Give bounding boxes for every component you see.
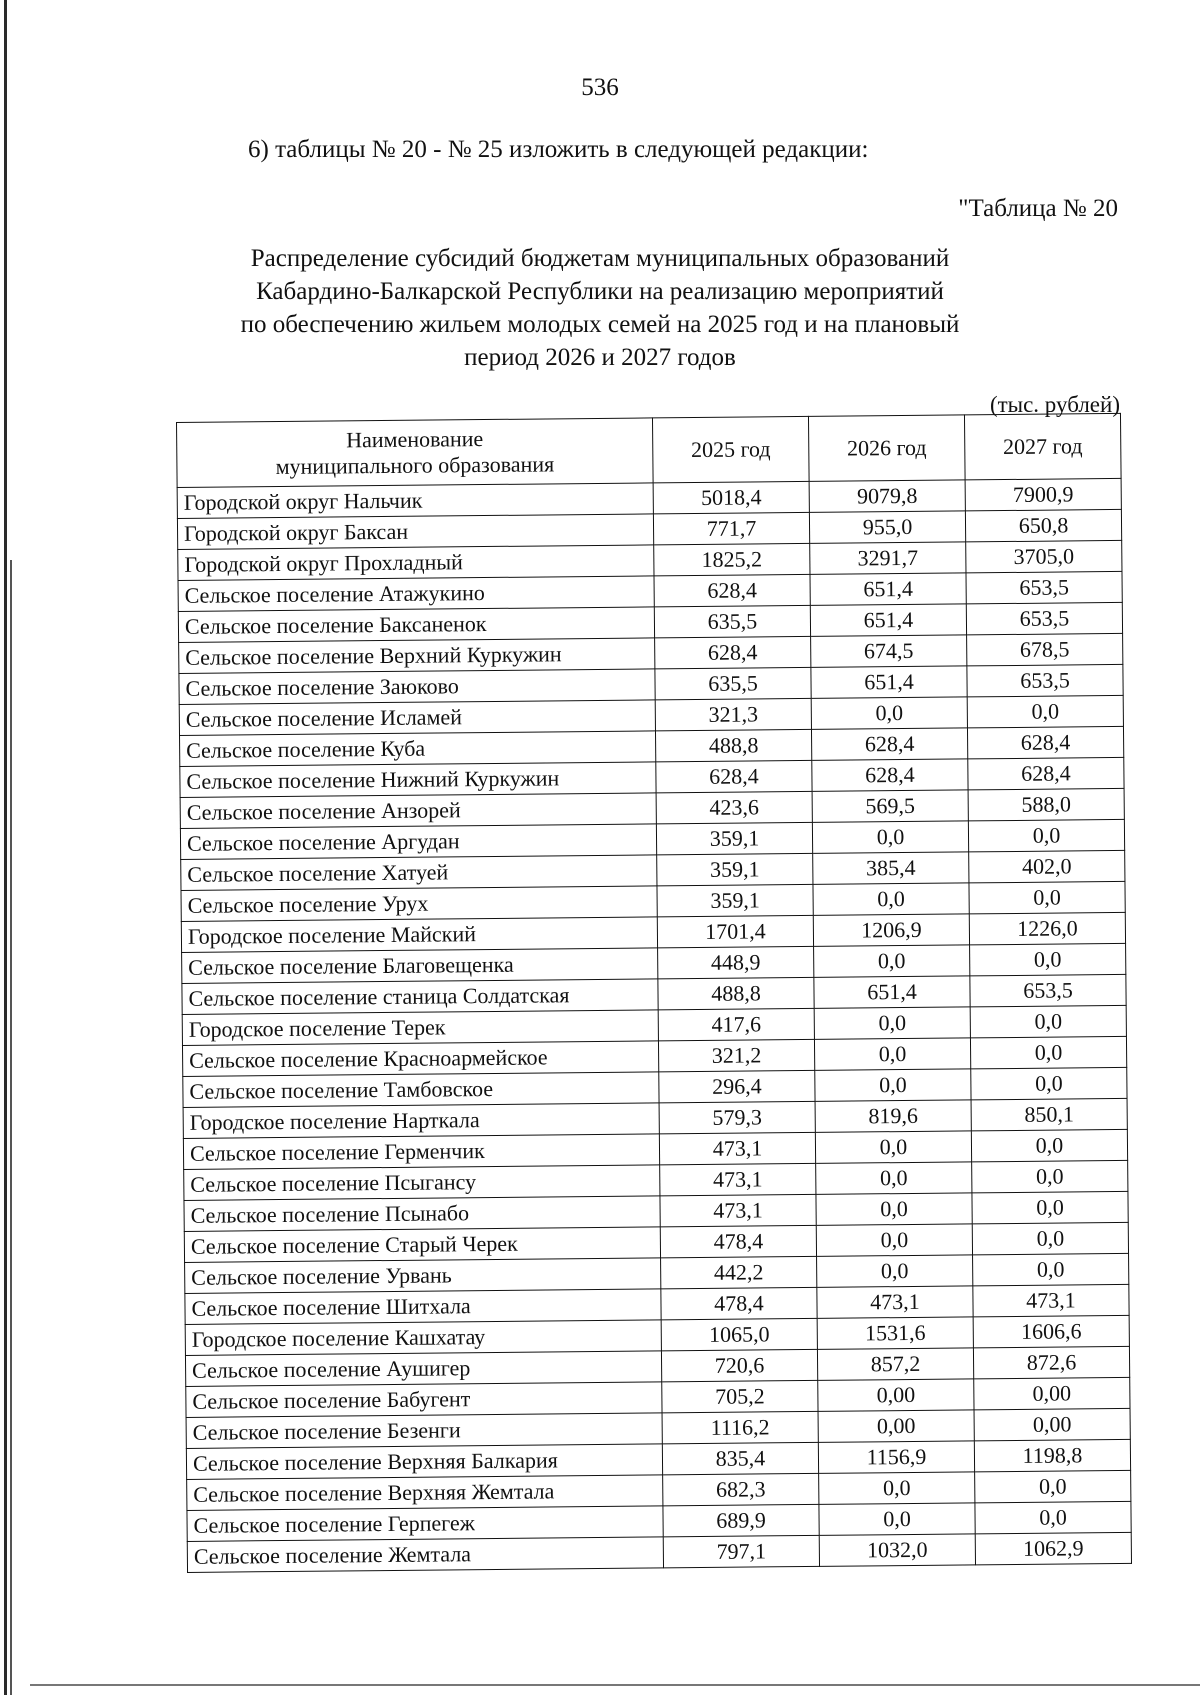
cell-name: Сельское поселение Верхняя Балкария xyxy=(186,1444,662,1480)
cell-2027: 0,0 xyxy=(973,1253,1129,1285)
cell-2027: 588,0 xyxy=(968,788,1124,820)
cell-2026: 857,2 xyxy=(817,1348,973,1380)
table-header-row xyxy=(177,413,1122,487)
cell-2026: 0,00 xyxy=(818,1410,974,1442)
cell-2026: 1531,6 xyxy=(817,1317,973,1349)
cell-2026: 1032,0 xyxy=(819,1534,975,1566)
cell-name: Сельское поселение Куба xyxy=(180,731,656,767)
cell-name: Сельское поселение Старый Черек xyxy=(184,1227,660,1263)
cell-2026: 651,4 xyxy=(811,666,967,698)
cell-2025: 5018,4 xyxy=(653,481,809,513)
cell-name: Сельское поселение Псынабо xyxy=(184,1196,660,1232)
cell-name: Городской округ Баксан xyxy=(177,514,653,550)
cell-2027: 0,00 xyxy=(974,1377,1130,1409)
cell-2025: 835,4 xyxy=(662,1442,818,1474)
cell-2027: 653,5 xyxy=(967,664,1123,696)
cell-name: Сельское поселение Баксаненок xyxy=(178,607,654,643)
cell-2025: 448,9 xyxy=(658,946,814,978)
table-body xyxy=(177,478,1131,1572)
intro-text: 6) таблицы № 20 - № 25 изложить в следующей редакции: xyxy=(248,136,869,163)
document-title xyxy=(150,242,1050,374)
table-label: "Таблица № 20 xyxy=(958,195,1118,222)
cell-2027: 7900,9 xyxy=(965,478,1121,510)
cell-2025: 1116,2 xyxy=(662,1411,818,1443)
cell-2026: 473,1 xyxy=(817,1286,973,1318)
cell-2025: 478,4 xyxy=(660,1225,816,1257)
title-line: по обеспечению жильем молодых семей на 2025 год и на плановый xyxy=(240,311,960,338)
cell-2026: 0,0 xyxy=(815,1069,971,1101)
cell-2025: 359,1 xyxy=(657,853,813,885)
cell-name: Сельское поселение Верхняя Жемтала xyxy=(187,1475,663,1511)
cell-2026: 0,0 xyxy=(816,1224,972,1256)
cell-2025: 442,2 xyxy=(661,1256,817,1288)
title-line: Кабардино-Балкарской Республики на реализацию мероприятий xyxy=(256,278,944,305)
cell-2027: 0,0 xyxy=(972,1191,1128,1223)
cell-name: Сельское поселение Герменчик xyxy=(183,1134,659,1170)
cell-2027: 0,0 xyxy=(972,1160,1128,1192)
cell-name: Сельское поселение Шитхала xyxy=(185,1289,661,1325)
cell-2026: 955,0 xyxy=(809,511,965,543)
cell-2025: 321,3 xyxy=(655,698,811,730)
subsidy-table xyxy=(176,413,1132,1573)
cell-2025: 473,1 xyxy=(660,1163,816,1195)
cell-name: Сельское поселение Псыгансу xyxy=(184,1165,660,1201)
cell-2027: 1062,9 xyxy=(975,1532,1131,1564)
cell-2026: 0,0 xyxy=(819,1503,975,1535)
cell-name: Сельское поселение Аргудан xyxy=(180,824,656,860)
cell-name: Сельское поселение Верхний Куркужин xyxy=(179,638,655,674)
cell-2025: 478,4 xyxy=(661,1287,817,1319)
cell-2027: 650,8 xyxy=(965,509,1121,541)
cell-2026: 0,0 xyxy=(814,1038,970,1070)
cell-2025: 635,5 xyxy=(655,667,811,699)
cell-name: Сельское поселение Урвань xyxy=(185,1258,661,1294)
cell-name: Городской округ Прохладный xyxy=(178,545,654,581)
cell-name: Сельское поселение Нижний Куркужин xyxy=(180,762,656,798)
cell-2026: 0,0 xyxy=(816,1193,972,1225)
cell-2025: 488,8 xyxy=(655,729,811,761)
cell-2027: 402,0 xyxy=(969,850,1125,882)
cell-2025: 321,2 xyxy=(658,1039,814,1071)
cell-2026: 651,4 xyxy=(810,573,966,605)
cell-name: Городское поселение Кашхатау xyxy=(185,1320,661,1356)
cell-2026: 0,0 xyxy=(812,821,968,853)
cell-2027: 850,1 xyxy=(971,1098,1127,1130)
header-name-line2: муниципального образования xyxy=(275,451,555,480)
cell-2026: 628,4 xyxy=(811,728,967,760)
cell-2026: 0,0 xyxy=(817,1255,973,1287)
cell-name: Сельское поселение Красноармейское xyxy=(182,1041,658,1077)
cell-2027: 872,6 xyxy=(973,1346,1129,1378)
cell-2027: 0,0 xyxy=(971,1129,1127,1161)
cell-2026: 651,4 xyxy=(810,604,966,636)
cell-name: Городское поселение Майский xyxy=(181,917,657,953)
cell-2026: 628,4 xyxy=(812,759,968,791)
cell-2026: 1206,9 xyxy=(813,914,969,946)
cell-2027: 678,5 xyxy=(967,633,1123,665)
cell-name: Сельское поселение Исламей xyxy=(179,700,655,736)
cell-2027: 0,0 xyxy=(967,695,1123,727)
page-number: 536 xyxy=(581,74,619,101)
header-2026: 2026 год xyxy=(808,415,965,481)
cell-2025: 488,8 xyxy=(658,977,814,1009)
cell-2026: 569,5 xyxy=(812,790,968,822)
cell-2026: 0,0 xyxy=(813,883,969,915)
cell-2027: 1226,0 xyxy=(969,912,1125,944)
cell-2025: 628,4 xyxy=(655,636,811,668)
cell-2026: 0,0 xyxy=(814,945,970,977)
cell-2027: 0,00 xyxy=(974,1408,1130,1440)
cell-2026: 0,0 xyxy=(811,697,967,729)
cell-2026: 0,0 xyxy=(815,1131,971,1163)
cell-2026: 0,0 xyxy=(814,1007,970,1039)
cell-2026: 385,4 xyxy=(813,852,969,884)
cell-2027: 473,1 xyxy=(973,1284,1129,1316)
cell-2025: 423,6 xyxy=(656,791,812,823)
cell-2025: 628,4 xyxy=(656,760,812,792)
scan-edge-left-inner xyxy=(10,560,12,1695)
cell-name: Сельское поселение Урух xyxy=(181,886,657,922)
cell-name: Сельское поселение Жемтала xyxy=(187,1537,663,1573)
cell-name: Сельское поселение Благовещенка xyxy=(182,948,658,984)
cell-2025: 635,5 xyxy=(654,605,810,637)
cell-2027: 628,4 xyxy=(968,757,1124,789)
title-line: Распределение субсидий бюджетам муниципальных образований xyxy=(250,245,950,272)
cell-2025: 705,2 xyxy=(662,1380,818,1412)
cell-name: Сельское поселение станица Солдатская xyxy=(182,979,658,1015)
cell-2027: 0,0 xyxy=(971,1067,1127,1099)
cell-2026: 0,0 xyxy=(819,1472,975,1504)
cell-2027: 0,0 xyxy=(969,881,1125,913)
cell-2027: 653,5 xyxy=(966,602,1122,634)
cell-2025: 359,1 xyxy=(657,884,813,916)
cell-2025: 628,4 xyxy=(654,574,810,606)
cell-2027: 653,5 xyxy=(970,974,1126,1006)
cell-2027: 0,0 xyxy=(968,819,1124,851)
cell-2027: 653,5 xyxy=(966,571,1122,603)
cell-name: Сельское поселение Анзорей xyxy=(180,793,656,829)
cell-name: Городской округ Нальчик xyxy=(177,483,653,519)
cell-name: Сельское поселение Хатуей xyxy=(181,855,657,891)
cell-2025: 720,6 xyxy=(661,1349,817,1381)
cell-name: Сельское поселение Бабугент xyxy=(186,1382,662,1418)
cell-2025: 689,9 xyxy=(663,1504,819,1536)
cell-2025: 797,1 xyxy=(663,1535,819,1567)
cell-2027: 3705,0 xyxy=(966,540,1122,572)
header-2025: 2025 год xyxy=(652,416,809,482)
cell-2026: 0,00 xyxy=(818,1379,974,1411)
cell-2025: 296,4 xyxy=(659,1070,815,1102)
cell-2026: 3291,7 xyxy=(810,542,966,574)
cell-2025: 473,1 xyxy=(660,1194,816,1226)
cell-name: Сельское поселение Безенги xyxy=(186,1413,662,1449)
cell-2026: 651,4 xyxy=(814,976,970,1008)
cell-2026: 819,6 xyxy=(815,1100,971,1132)
cell-name: Сельское поселение Тамбовское xyxy=(183,1072,659,1108)
cell-2025: 1701,4 xyxy=(657,915,813,947)
cell-name: Городское поселение Терек xyxy=(182,1010,658,1046)
cell-name: Сельское поселение Атажукино xyxy=(178,576,654,612)
title-line: период 2026 и 2027 годов xyxy=(464,344,736,371)
scan-edge-left xyxy=(4,0,7,1695)
cell-name: Городское поселение Нарткала xyxy=(183,1103,659,1139)
cell-2026: 0,0 xyxy=(816,1162,972,1194)
cell-name: Сельское поселение Герпегеж xyxy=(187,1506,663,1542)
units-label: (тыс. рублей) xyxy=(989,392,1120,417)
cell-2025: 771,7 xyxy=(653,512,809,544)
cell-2027: 0,0 xyxy=(970,1005,1126,1037)
header-name xyxy=(177,418,654,488)
header-2027: 2027 год xyxy=(964,413,1121,479)
cell-2027: 628,4 xyxy=(967,726,1123,758)
cell-2027: 0,0 xyxy=(975,1501,1131,1533)
cell-name: Сельское поселение Заюково xyxy=(179,669,655,705)
cell-2025: 1065,0 xyxy=(661,1318,817,1350)
cell-2027: 1198,8 xyxy=(974,1439,1130,1471)
cell-2025: 1825,2 xyxy=(654,543,810,575)
cell-2025: 682,3 xyxy=(663,1473,819,1505)
cell-2027: 0,0 xyxy=(970,943,1126,975)
cell-2027: 1606,6 xyxy=(973,1315,1129,1347)
header-name-line1: Наименование xyxy=(346,426,484,453)
cell-2025: 359,1 xyxy=(656,822,812,854)
cell-2027: 0,0 xyxy=(972,1222,1128,1254)
cell-2026: 1156,9 xyxy=(818,1441,974,1473)
cell-2027: 0,0 xyxy=(975,1470,1131,1502)
cell-2025: 579,3 xyxy=(659,1101,815,1133)
cell-2025: 417,6 xyxy=(658,1008,814,1040)
cell-2027: 0,0 xyxy=(970,1036,1126,1068)
scan-edge-bottom xyxy=(30,1684,1200,1686)
cell-2026: 674,5 xyxy=(811,635,967,667)
cell-2025: 473,1 xyxy=(659,1132,815,1164)
cell-name: Сельское поселение Аушигер xyxy=(185,1351,661,1387)
cell-2026: 9079,8 xyxy=(809,480,965,512)
